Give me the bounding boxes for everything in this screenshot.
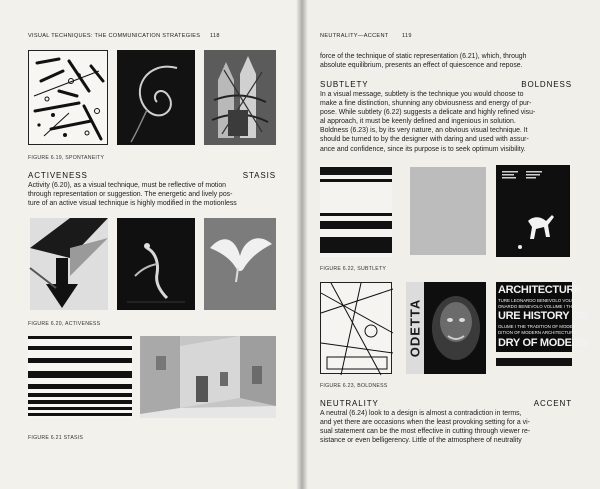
accent-heading: ACCENT [533,399,572,408]
figure-6-23-caption: FIGURE 6.23, BOLDNESS [320,383,388,389]
activeness-paragraph [28,181,237,208]
activeness-heading: ACTIVENESS [28,171,88,180]
fig-6-23-geometric-graphic [320,282,392,374]
poster-arch-line: DITION OF MODERN ARCHITECTURE [498,330,577,335]
fig-6-22-bars-graphic [320,165,392,257]
fig-6-23-architecture-poster [496,282,587,374]
book-gutter-shadow [296,0,308,489]
figure-6-21-caption: FIGURE 6.21 STASIS [28,435,84,441]
right-page [302,0,600,489]
running-head-right: NEUTRALITY—ACCENT [320,33,389,39]
poster-arch-stripe [496,358,572,366]
boldness-heading: BOLDNESS [521,80,572,89]
text-line: In a visual message, subtlety is the technique you would choose to [320,91,524,98]
fig-6-20-bird-photo [204,218,276,310]
text-line: make a fine distinction, shunning any obviousness and energy of pur- [320,100,532,108]
text-line: ance and confidence, since its purpose is to seek optimum visibility. [320,145,526,153]
subtlety-heading: SUBTLETY [320,80,369,89]
text-line: force of the technique of static representation (6.21), which, through [320,53,527,60]
text-line: A neutral (6.24) look to a design is almost a contradiction in terms, [320,410,522,417]
text-line: and yet there are occasions when the least provoking setting for a vi- [320,419,530,427]
text-line: al approach, it must be keenly defined and ingenious in solution. [320,118,516,126]
figure-6-19-caption: FIGURE 6.19, SPONTANEITY [28,155,105,161]
text-line: sual statement can be the most effective in cutting through viewer re- [320,428,531,436]
fig-6-23-odetta-poster [406,282,486,374]
figure-6-22-caption: FIGURE 6.22, SUBTLETY [320,266,387,272]
odetta-poster-title: ODETTA [407,298,423,358]
running-head-left: VISUAL TECHNIQUES: THE COMMUNICATION STRATEGIES [28,33,201,39]
page-number-left: 118 [210,33,220,39]
fig-6-19-spontaneity-drawing [28,50,108,145]
text-line: ture of an active visual technique is highly modified in the motionless [28,200,237,208]
text-line: pose. While subtlety (6.22) suggests a delicate and highly refined visu- [320,109,536,117]
neutrality-heading: NEUTRALITY [320,399,379,408]
poster-arch-line: TURE LEONARDO BENEVOLO VOLU [498,298,575,303]
fig-6-19-cathedral-painting [204,50,276,145]
fig-6-20-arrow-graphic [30,218,108,310]
poster-arch-line: DRY OF MODERN [498,337,587,349]
fig-6-21-stripes-graphic [28,336,132,418]
poster-arch-line: ARCHITECTURE [498,284,582,296]
text-line: Activity (6.20), as a visual technique, must be reflective of motion [28,182,227,189]
stasis-heading: STASIS [242,171,276,180]
fig-6-21-street-photo [140,336,276,418]
poster-arch-line: ONARDO BENEVOLO VOLUME I TH [498,304,572,309]
text-line: Boldness (6.23) is, by its very nature, an obvious visual technique. It [320,127,528,135]
poster-arch-line: OLUME I THE TRADITION OF MODER [498,324,576,329]
fig-6-22-poster [496,165,570,257]
text-line: absolute equilibrium, presents an effect of quiescence and repose. [320,62,523,70]
page-number-right: 119 [402,33,412,39]
subtlety-paragraph [320,90,535,154]
fig-6-20-dancer-photo [117,218,195,310]
fig-6-19-spiral-photo [117,50,195,145]
fig-6-22-grey-panel [410,167,486,255]
text-line: sistance or even belligerency. Little of the atmosphere of neutrality [320,437,522,445]
intro-paragraph [320,52,526,70]
poster-arch-line: URE HISTORY OF [498,310,587,322]
text-line: should be turned to by the designer with daring and used with assur- [320,136,529,144]
figure-6-20-caption: FIGURE 6.20, ACTIVENESS [28,321,101,327]
neutrality-paragraph [320,409,530,445]
text-line: through representation or suggestion. The energetic and lively pos- [28,191,233,199]
